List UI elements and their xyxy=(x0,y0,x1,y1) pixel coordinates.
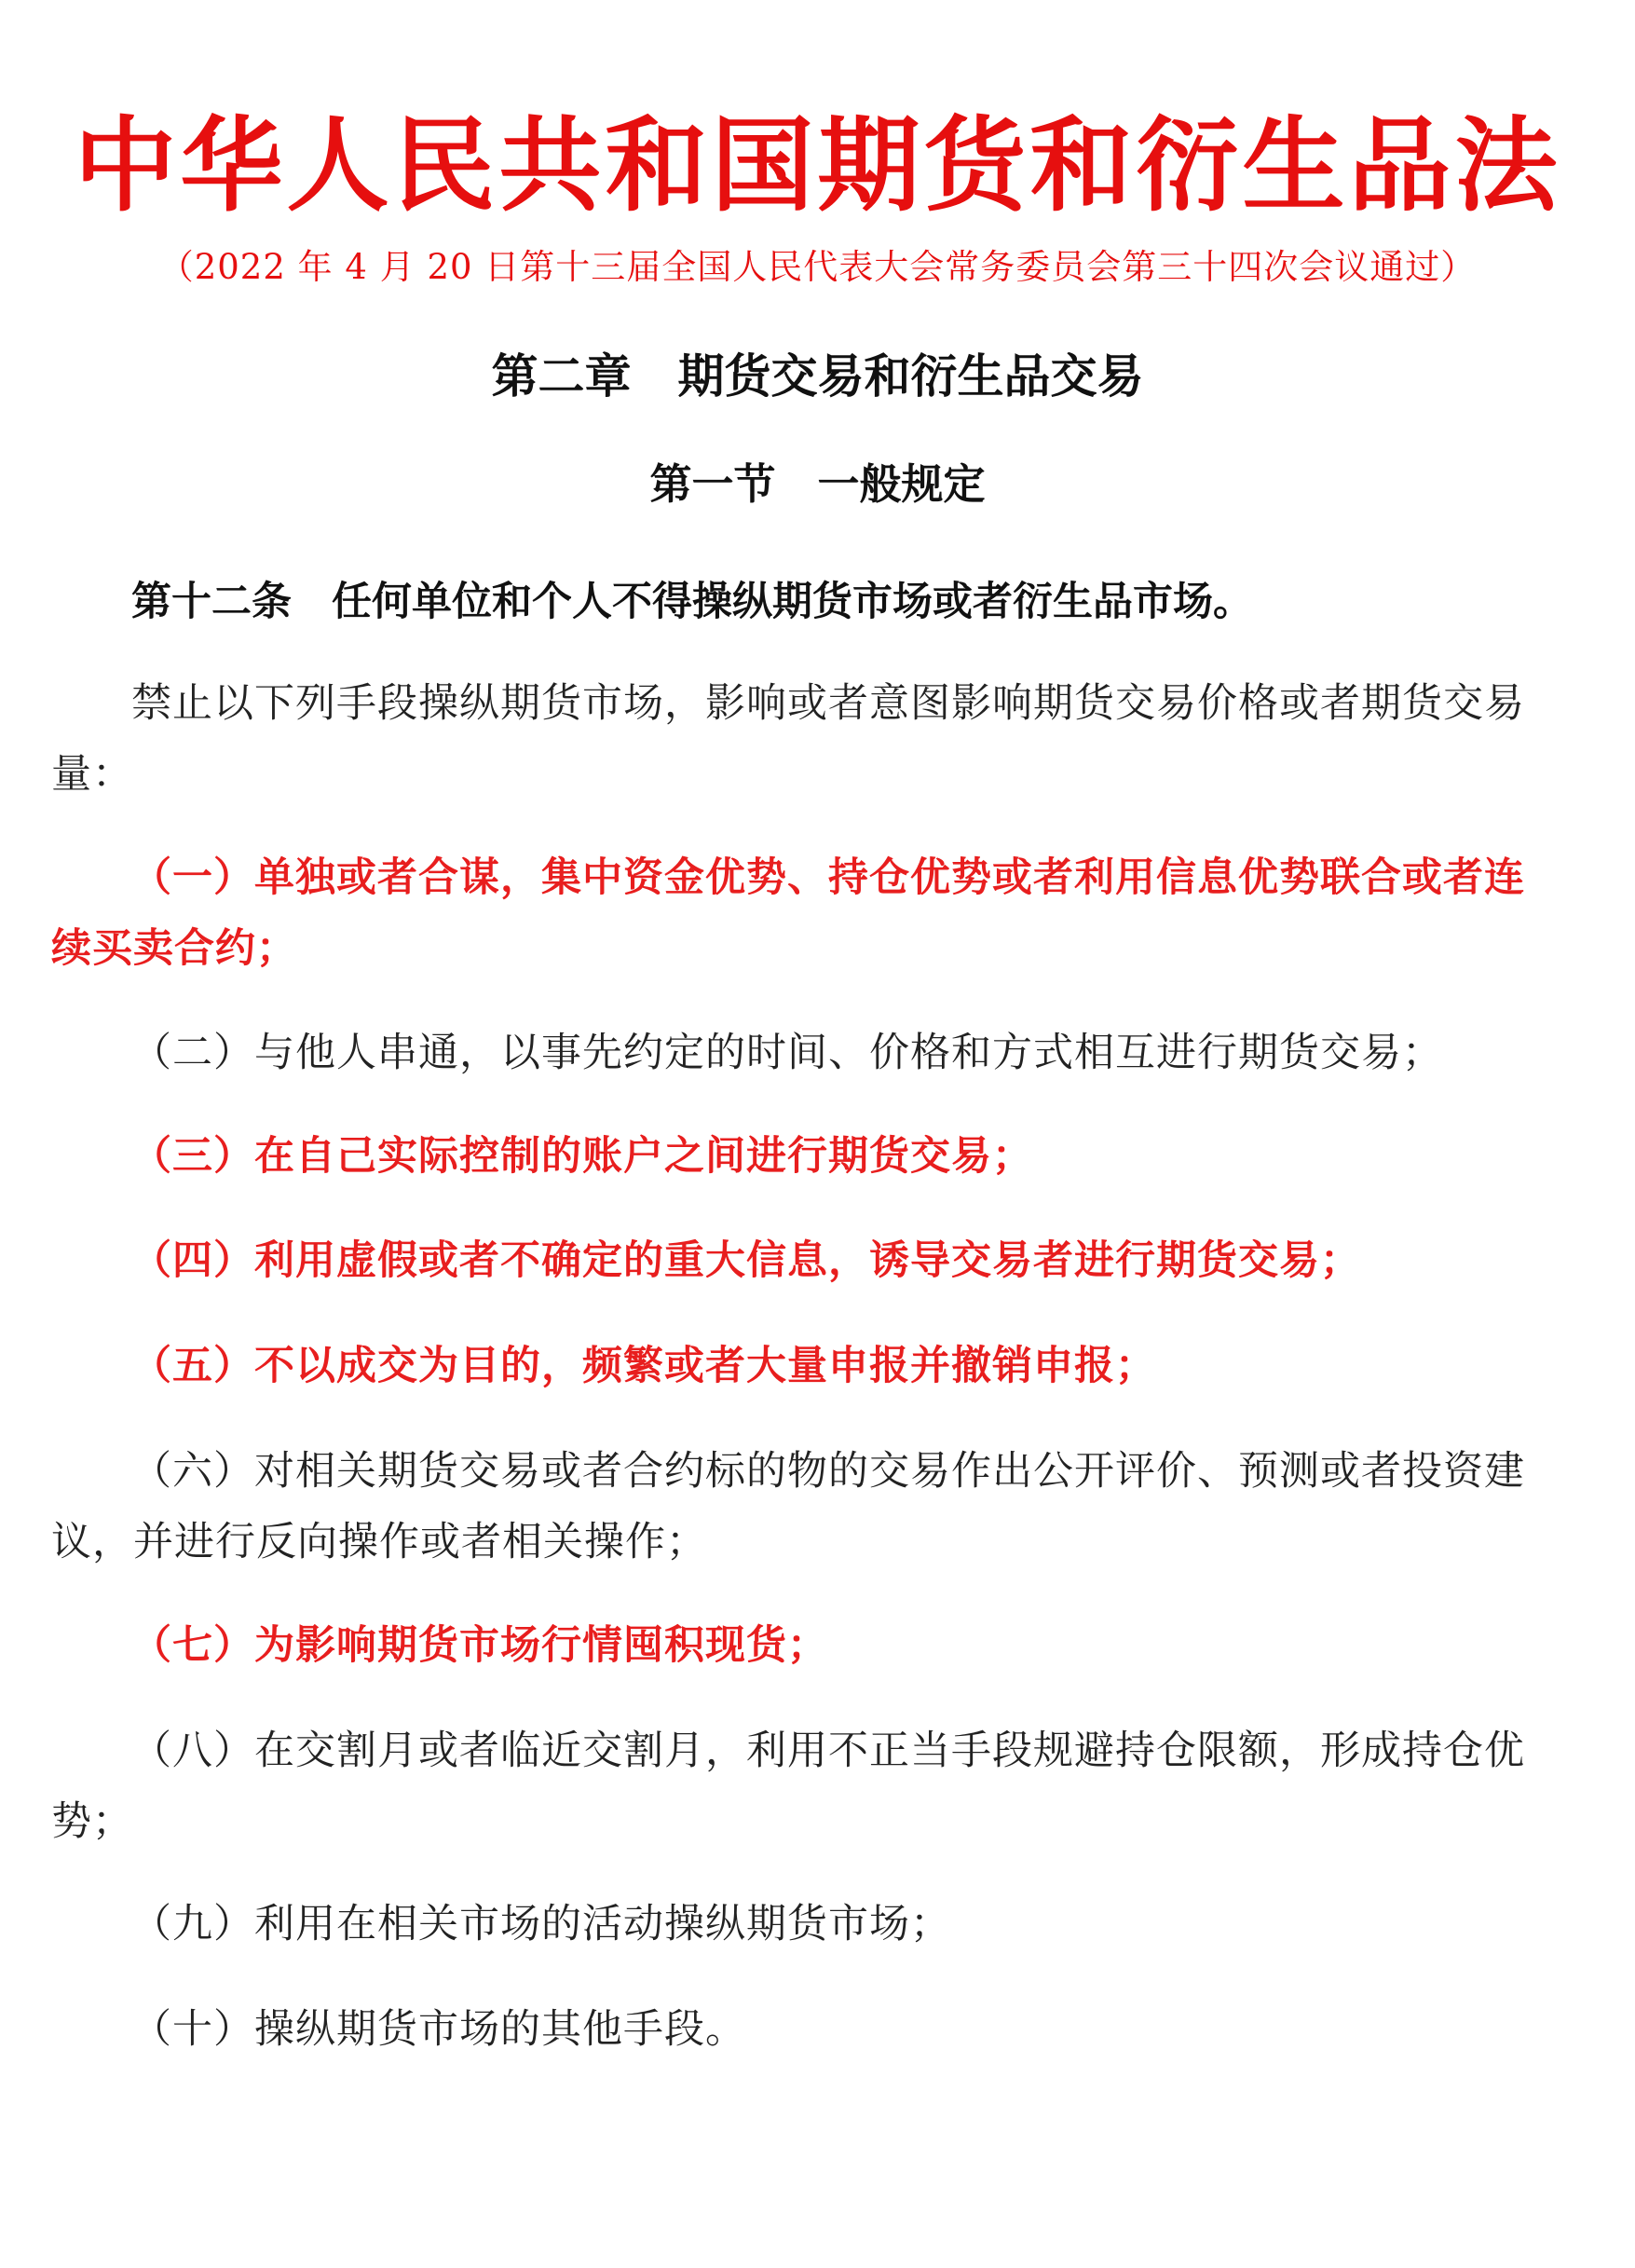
chapter-heading: 第二章 期货交易和衍生品交易 xyxy=(491,348,1144,403)
article-number: 第十二条 xyxy=(131,579,332,625)
list-item-7: （七）为影响期货市场行情囤积现货； xyxy=(131,1622,828,1669)
article-intro-paragraph: 禁止以下列手段操纵期货市场，影响或者意图影响期货交易价格或者期货交易量： xyxy=(51,680,1525,798)
article-text: 任何单位和个人不得操纵期货市场或者衍生品市场。 xyxy=(332,579,1253,625)
list-item-9: （九）利用在相关市场的活动操纵期货市场； xyxy=(131,1901,951,1947)
law-title: 中华人民共和国期货和衍生品法 xyxy=(74,105,1561,225)
list-item-6: （六）对相关期货交易或者合约标的物的交易作出公开评价、预测或者投资建议，并进行反向操作或者相关操作； xyxy=(51,1448,1525,1565)
list-item-4: （四）利用虚假或者不确定的重大信息，诱导交易者进行期货交易； xyxy=(131,1237,1361,1284)
article-paragraph xyxy=(51,567,1560,637)
section-heading: 第一节 一般规定 xyxy=(649,459,986,509)
law-adoption-note: （2022 年 4 月 20 日第十三届全国人民代表大会常务委员会第三十四次会议通过） xyxy=(158,247,1477,287)
list-item-5: （五）不以成交为目的，频繁或者大量申报并撤销申报； xyxy=(131,1343,1156,1389)
list-item-1: （一）单独或者合谋，集中资金优势、持仓优势或者利用信息优势联合或者连续买卖合约； xyxy=(51,854,1525,972)
list-item-8: （八）在交割月或者临近交割月，利用不正当手段规避持仓限额，形成持仓优势； xyxy=(51,1728,1525,1845)
list-item-10: （十）操纵期货市场的其他手段。 xyxy=(131,2006,746,2053)
list-item-3: （三）在自己实际控制的账户之间进行期货交易； xyxy=(131,1133,1033,1180)
list-item-2: （二）与他人串通，以事先约定的时间、价格和方式相互进行期货交易； xyxy=(131,1030,1443,1076)
